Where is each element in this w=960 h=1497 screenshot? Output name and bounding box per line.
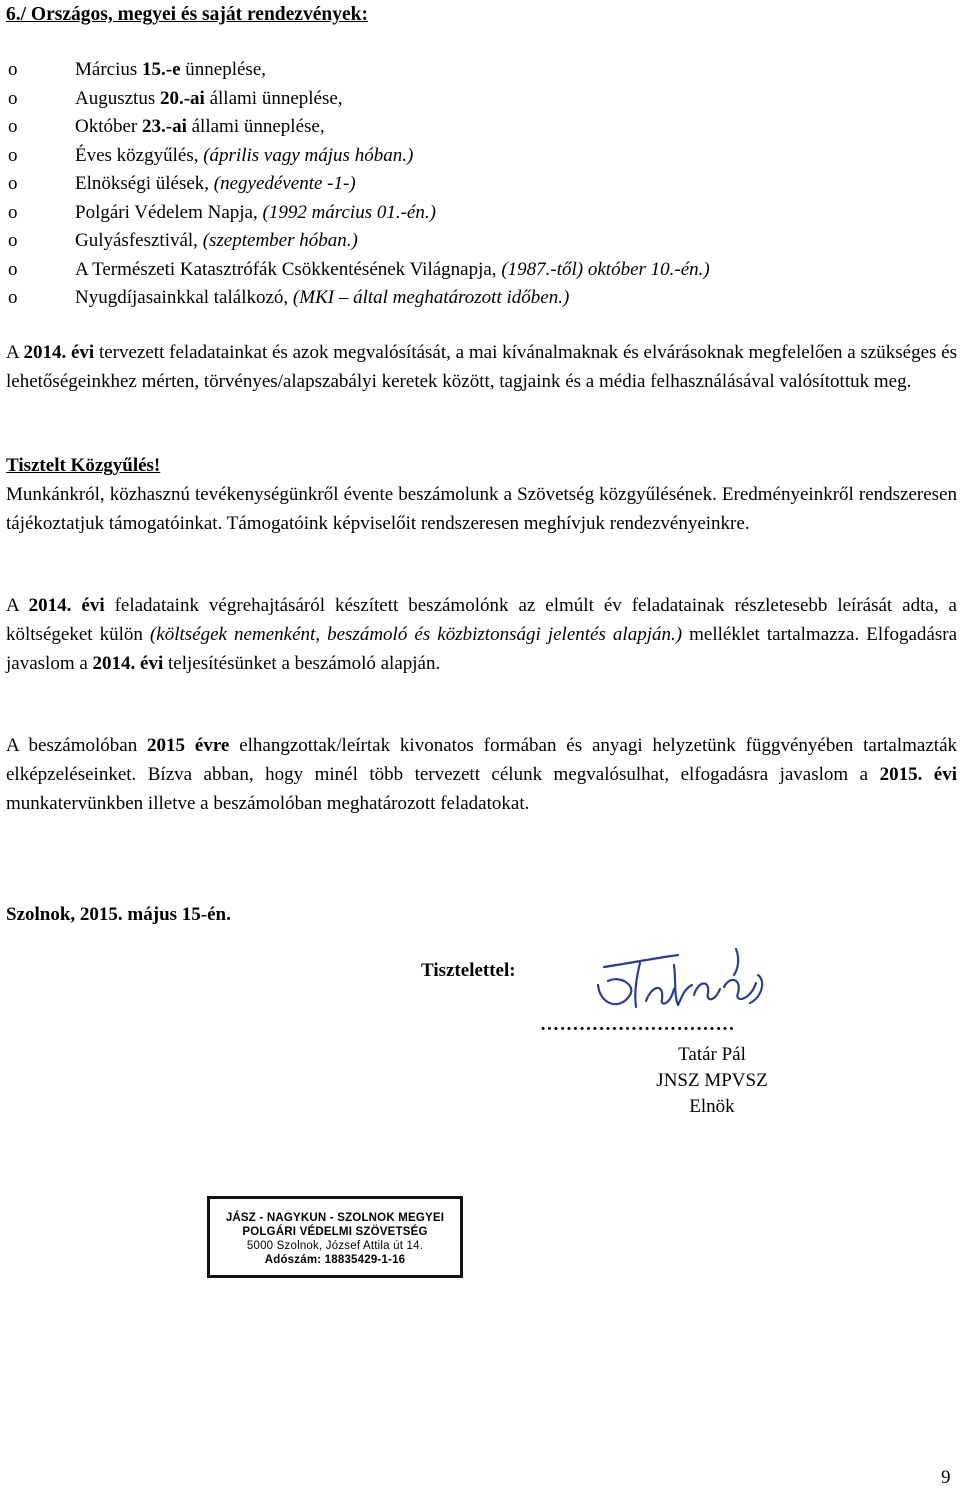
stamp-line-4: Adószám: 18835429-1-16: [264, 1254, 406, 1266]
text-run: munkatervünkben illetve a beszámolóban meghatározott feladatokat.: [6, 793, 530, 814]
text-run: Október: [75, 116, 143, 137]
text-run: Éves közgyűlés,: [75, 144, 204, 166]
bullet-marker: o: [8, 144, 18, 166]
stamp-line-2: POLGÁRI VÉDELMI SZÖVETSÉG: [242, 1226, 428, 1238]
text-run: Gulyásfesztivál,: [75, 230, 203, 251]
text-run: A: [6, 342, 24, 363]
text-run: (költségek nemenként, beszámoló és közbiztonsági jelentés alapján.): [149, 624, 683, 645]
text-run: (1992 március 01.-én.): [262, 201, 436, 223]
text-run: 2015 évre: [147, 735, 230, 756]
text-run: (április vagy május hóban.): [203, 144, 414, 166]
stamp-line-3: 5000 Szolnok, József Attila út 14.: [246, 1240, 424, 1252]
bullet-marker: o: [8, 287, 18, 308]
section-heading: 6./ Országos, megyei és saját rendezvények:: [6, 4, 368, 25]
signature-stroke: [750, 975, 762, 1003]
text-run: 15.-e: [142, 59, 181, 80]
paragraph-plans-2014: [6, 338, 957, 396]
stamp-line-1: JÁSZ - NAGYKUN - SZOLNOK MEGYEI: [225, 1212, 445, 1224]
closing-salutation: Tisztelettel:: [421, 960, 516, 981]
page-number: 9: [941, 1467, 951, 1488]
event-list-item: [8, 200, 710, 229]
signer-organization: JNSZ MPVSZ: [656, 1070, 768, 1091]
text-run: Elnökségi ülések,: [75, 173, 214, 194]
signer-name: Tatár Pál: [678, 1044, 746, 1065]
text-run: (negyedévente -1-): [213, 173, 356, 194]
event-list-item: [8, 143, 710, 172]
bullet-marker: o: [8, 201, 18, 223]
text-run: 2014. évi: [23, 342, 95, 363]
signer-block: [612, 1042, 812, 1120]
event-list-item: [8, 228, 710, 257]
bullet-marker: o: [8, 116, 18, 137]
event-list-item: [8, 171, 710, 200]
paragraph-report-text: [6, 484, 957, 534]
text-run: 2015. évi: [879, 764, 957, 785]
signature-line: …………………………: [540, 1014, 735, 1035]
text-run: 2014. évi: [92, 653, 164, 674]
text-run: 2014. évi: [28, 595, 105, 616]
text-run: Augusztus: [75, 87, 160, 109]
event-list-item: [8, 285, 710, 314]
text-run: ünneplése,: [180, 59, 267, 80]
text-run: feladataink végrehajtásáról készített beszámolónk az elmúlt év feladatainak részletesebb leírását adta, a költségeket külön: [6, 595, 957, 645]
address-heading: Tisztelt Közgyűlés!: [6, 455, 161, 476]
text-run: 20.-ai: [159, 87, 205, 109]
signature-stroke: [694, 983, 720, 999]
event-list-item: [8, 86, 710, 115]
paragraph-plans-2015: [6, 731, 957, 818]
signature-stroke: [724, 980, 756, 999]
bullet-marker: o: [8, 258, 18, 280]
paragraph-report: [6, 451, 957, 538]
bullet-marker: o: [8, 230, 18, 251]
text-run: (1987.-től) október 10.-én.): [501, 258, 710, 280]
text-run: A Természeti Katasztrófák Csökkentésének Világnapja,: [75, 258, 502, 280]
signature-stroke: [734, 949, 738, 975]
signature-stroke: [604, 955, 678, 967]
text-run: állami ünneplése,: [186, 116, 325, 137]
text-run: elhangzottak/leírtak kivonatos formában és anyagi helyzetünk függvényében tartalmazták elképzeléseinket. Bízva abban, hogy minél több tervezett célunk megvalósulhat, elfogadásra javaslom a: [6, 735, 958, 785]
text-run: tervezett feladatainkat és azok megvalósítását, a mai kívánalmaknak és elvárásoknak megfelelően a szükséges és lehetőségeinkhez mérten, törvényes/alapszabályi keretek között, tagjaink és a média felhasználásával valósítottuk meg.: [6, 342, 957, 392]
text-run: Munkánkról, közhasznú tevékenységünkről évente beszámolunk a Szövetség közgyűlésének. Eredményeinkről rendszeresen tájékoztatjuk támogatóinkat. Támogatóink képviselőit rendszeresen meghívjuk rendezvényeinkre.: [6, 484, 957, 534]
text-run: (szeptember hóban.): [202, 230, 358, 251]
place-date: Szolnok, 2015. május 15-én.: [6, 904, 231, 925]
text-run: A beszámolóban: [6, 735, 148, 756]
text-run: (MKI – által meghatározott időben.): [292, 287, 570, 308]
text-run: Nyugdíjasainkkal találkozó,: [75, 287, 293, 308]
text-run: állami ünneplése,: [204, 87, 343, 109]
event-list-item: [8, 57, 710, 86]
signer-title: Elnök: [689, 1096, 735, 1117]
bullet-marker: o: [8, 173, 18, 194]
text-run: melléklet tartalmazza. Elfogadásra javaslom a: [6, 624, 957, 674]
organization-stamp: [207, 1196, 463, 1278]
signature-stroke: [598, 979, 631, 1004]
text-run: 23.-ai: [142, 116, 187, 137]
text-run: Polgári Védelem Napja,: [75, 201, 263, 223]
text-run: A: [6, 595, 29, 616]
paragraph-execution-2014: [6, 591, 957, 678]
signature-stroke: [646, 988, 674, 1004]
signature-stroke: [674, 965, 692, 1005]
text-run: teljesítésünket a beszámoló alapján.: [163, 653, 441, 674]
bullet-marker: o: [8, 87, 18, 109]
event-list-item: [8, 114, 710, 143]
events-list: [8, 57, 710, 314]
bullet-marker: o: [8, 59, 18, 80]
signature-stroke: [635, 963, 640, 1007]
event-list-item: [8, 257, 710, 286]
text-run: Március: [75, 59, 143, 80]
